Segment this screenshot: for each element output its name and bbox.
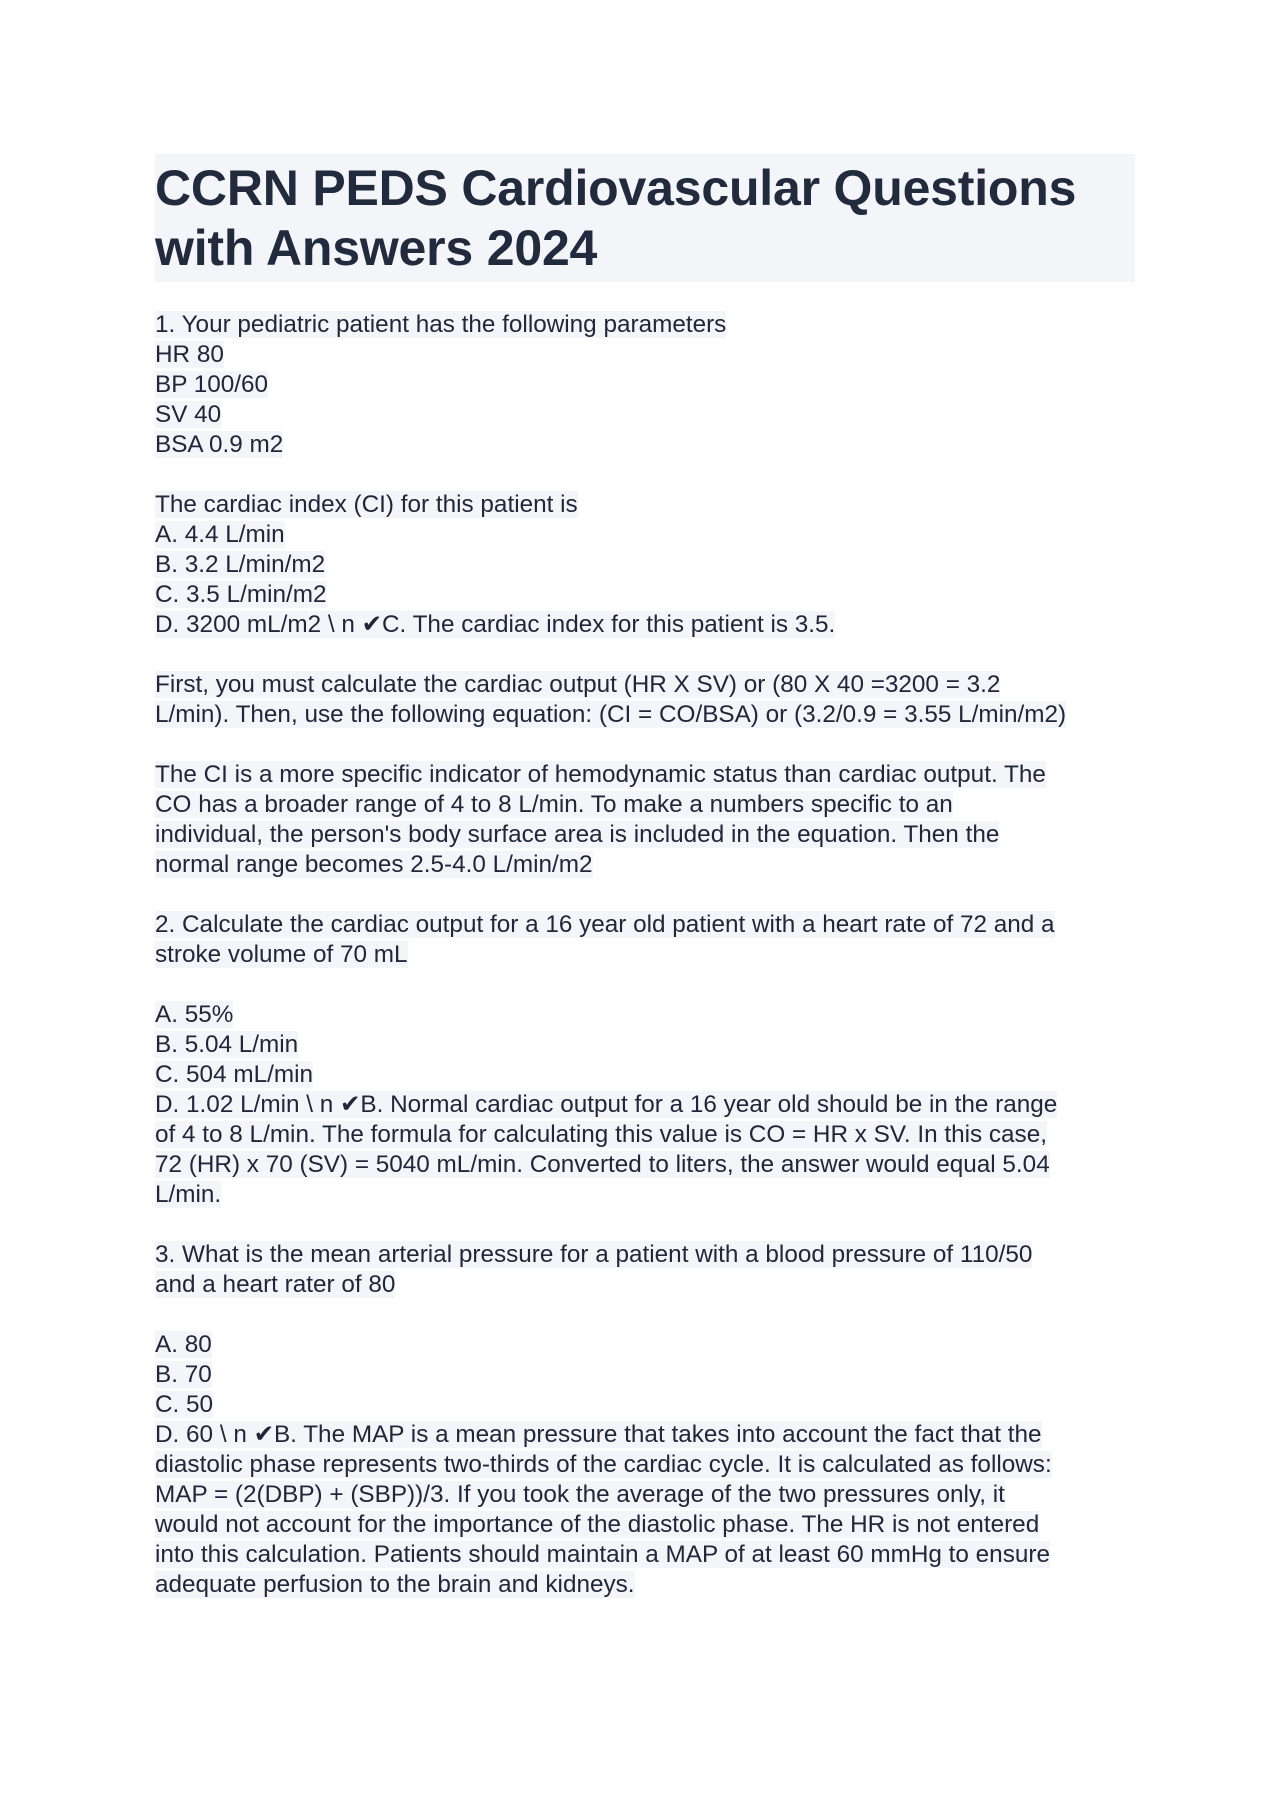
text-line (155, 910, 1135, 940)
text-line-content: BSA 0.9 m2 (155, 431, 284, 458)
text-line-content: 72 (HR) x 70 (SV) = 5040 mL/min. Converted to liters, the answer would equal 5.04 (155, 1151, 1050, 1178)
text-line (155, 1420, 1135, 1450)
title-line-1: CCRN PEDS Cardiovascular Questions (155, 160, 1077, 216)
text-line-content: C. 504 mL/min (155, 1061, 313, 1088)
text-line (155, 340, 1135, 370)
text-line (155, 400, 1135, 430)
text-line (155, 580, 1135, 610)
text-line-content: and a heart rater of 80 (155, 1271, 396, 1298)
text-line (155, 1060, 1135, 1090)
text-line (155, 1570, 1135, 1600)
paragraph (155, 310, 1135, 460)
text-line-content: L/min. (155, 1181, 222, 1208)
text-line (155, 790, 1135, 820)
text-line-content: adequate perfusion to the brain and kidneys. (155, 1571, 635, 1598)
paragraph (155, 1000, 1135, 1210)
text-line (155, 610, 1135, 640)
paragraph (155, 670, 1135, 730)
document-body (155, 310, 1135, 1600)
text-line (155, 1240, 1135, 1270)
text-line-content: A. 4.4 L/min (155, 521, 285, 548)
text-line-content: diastolic phase represents two-thirds of the cardiac cycle. It is calculated as follows: (155, 1451, 1052, 1478)
text-line (155, 670, 1135, 700)
text-line (155, 1540, 1135, 1570)
text-line (155, 1090, 1135, 1120)
text-line (155, 820, 1135, 850)
paragraph (155, 1240, 1135, 1300)
text-line-content: stroke volume of 70 mL (155, 941, 408, 968)
text-line (155, 310, 1135, 340)
text-line-content: HR 80 (155, 341, 224, 368)
text-line-content: 3. What is the mean arterial pressure for a patient with a blood pressure of 110/50 (155, 1241, 1033, 1268)
text-line-content: B. 70 (155, 1361, 212, 1388)
text-line (155, 760, 1135, 790)
text-line-content: The CI is a more specific indicator of hemodynamic status than cardiac output. The (155, 761, 1046, 788)
text-line-content: individual, the person's body surface area is included in the equation. Then the (155, 821, 1000, 848)
text-line (155, 490, 1135, 520)
text-line (155, 1000, 1135, 1030)
text-line (155, 850, 1135, 880)
text-line-content: 1. Your pediatric patient has the following parameters (155, 311, 727, 338)
text-line (155, 940, 1135, 970)
paragraph (155, 490, 1135, 640)
text-line (155, 430, 1135, 460)
text-line-content: would not account for the importance of the diastolic phase. The HR is not entered (155, 1511, 1040, 1538)
text-line (155, 1270, 1135, 1300)
text-line (155, 1510, 1135, 1540)
text-line (155, 1150, 1135, 1180)
text-line-content: CO has a broader range of 4 to 8 L/min. To make a numbers specific to an (155, 791, 953, 818)
title-line-2: with Answers 2024 (155, 220, 598, 276)
paragraph (155, 910, 1135, 970)
text-line (155, 1180, 1135, 1210)
text-line-content: B. 3.2 L/min/m2 (155, 551, 326, 578)
text-line-content: normal range becomes 2.5-4.0 L/min/m2 (155, 851, 593, 878)
text-line-content: A. 80 (155, 1331, 212, 1358)
text-line (155, 1330, 1135, 1360)
text-line (155, 1390, 1135, 1420)
document-page (155, 154, 1135, 1630)
text-line-content: D. 60 \ n ✔B. The MAP is a mean pressure that takes into account the fact that the (155, 1421, 1042, 1448)
text-line (155, 550, 1135, 580)
text-line-content: into this calculation. Patients should maintain a MAP of at least 60 mmHg to ensure (155, 1541, 1050, 1568)
text-line-content: of 4 to 8 L/min. The formula for calculating this value is CO = HR x SV. In this case, (155, 1121, 1047, 1148)
text-line-content: A. 55% (155, 1001, 234, 1028)
text-line-content: D. 1.02 L/min \ n ✔B. Normal cardiac output for a 16 year old should be in the range (155, 1091, 1058, 1118)
text-line-content: MAP = (2(DBP) + (SBP))/3. If you took the average of the two pressures only, it (155, 1481, 1005, 1508)
text-line-content: BP 100/60 (155, 371, 269, 398)
text-line (155, 1120, 1135, 1150)
title-block (155, 154, 1135, 282)
text-line-content: SV 40 (155, 401, 222, 428)
text-line-content: 2. Calculate the cardiac output for a 16 year old patient with a heart rate of 72 and a (155, 911, 1055, 938)
text-line (155, 1480, 1135, 1510)
text-line-content: C. 3.5 L/min/m2 (155, 581, 327, 608)
text-line-content: B. 5.04 L/min (155, 1031, 299, 1058)
paragraph (155, 1330, 1135, 1600)
text-line-content: L/min). Then, use the following equation: (CI = CO/BSA) or (3.2/0.9 = 3.55 L/min/m2) (155, 701, 1067, 728)
text-line-content: D. 3200 mL/m2 \ n ✔C. The cardiac index for this patient is 3.5. (155, 611, 836, 638)
text-line (155, 700, 1135, 730)
text-line (155, 520, 1135, 550)
text-line (155, 370, 1135, 400)
text-line (155, 1360, 1135, 1390)
document-title (155, 158, 1135, 278)
text-line-content: The cardiac index (CI) for this patient is (155, 491, 578, 518)
text-line-content: First, you must calculate the cardiac output (HR X SV) or (80 X 40 =3200 = 3.2 (155, 671, 1001, 698)
text-line-content: C. 50 (155, 1391, 214, 1418)
text-line (155, 1450, 1135, 1480)
text-line (155, 1030, 1135, 1060)
paragraph (155, 760, 1135, 880)
